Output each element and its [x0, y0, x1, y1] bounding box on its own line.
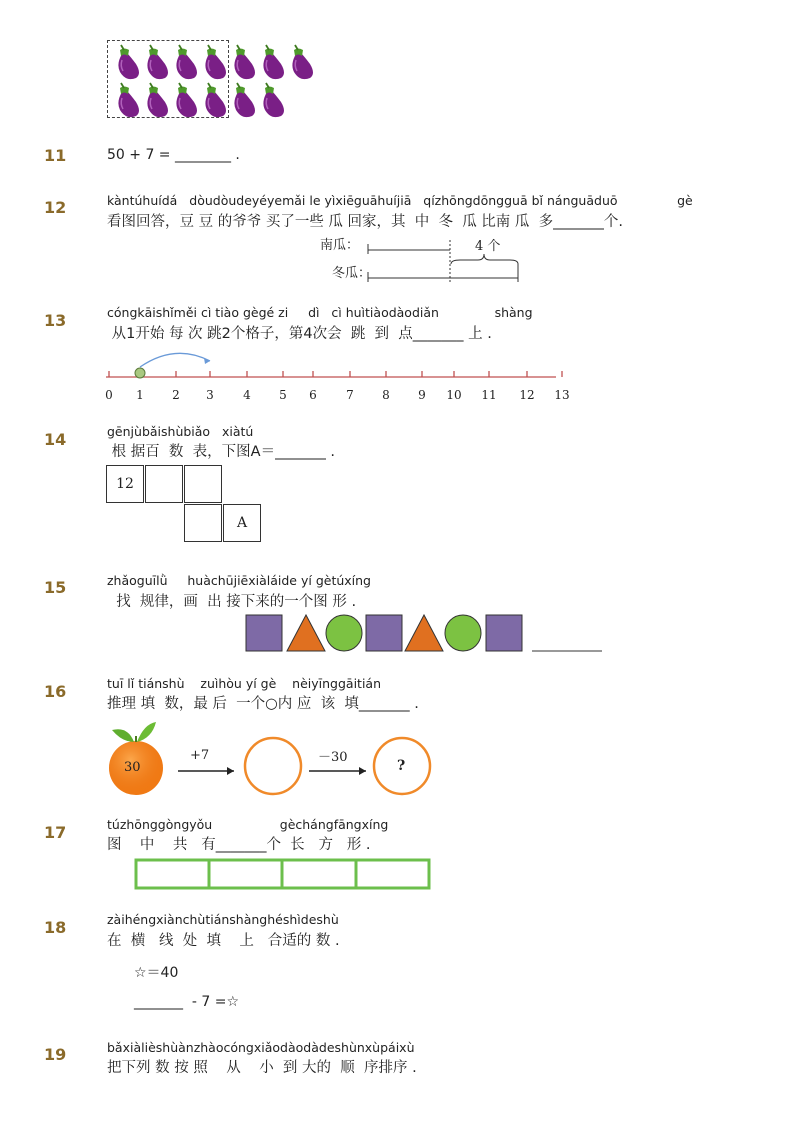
- q18-line2: _______ - 7 =☆: [134, 994, 240, 1010]
- q14-pinyin: gēnjùbǎishùbiǎo xiàtú: [107, 424, 254, 439]
- pumpkin-label: 南瓜：: [320, 238, 360, 253]
- eggplant-icon: [147, 83, 168, 117]
- cell-12: 12: [106, 465, 144, 503]
- eggplant-icon: [147, 45, 168, 79]
- eggplant-icons: [104, 40, 324, 122]
- tick-label: 0: [105, 388, 113, 402]
- question-number-14: 14: [44, 430, 67, 449]
- eggplant-icon: [205, 45, 226, 79]
- eggplant-icon: [176, 45, 197, 79]
- question-number-18: 18: [44, 918, 67, 937]
- triangle-shape: [287, 615, 325, 651]
- difference-label: 4 个: [475, 239, 501, 254]
- q12-pinyin: kàntúhuídá dòudòudeyéyemǎi le yìxiēguāhuíjiā qízhōngdōngguā bǐ nánguāduō gè: [107, 193, 693, 208]
- q11-text: 50 + 7 = ________ .: [107, 147, 240, 163]
- eggplant-icon: [234, 45, 255, 79]
- eggplant-icon: [118, 83, 139, 117]
- q16-pinyin: tuī lǐ tiánshù zuìhòu yí gè nèiyīnggāitián: [107, 676, 382, 691]
- tick-label: 4: [243, 388, 251, 402]
- eggplant-icon: [263, 83, 284, 117]
- q13-pinyin: cóngkāishǐměi cì tiào gègé zi dì cì huìtiàodàodiǎn shàng: [107, 305, 533, 320]
- q18-text: 在 横 线 处 填 上 合适的 数 .: [107, 933, 340, 949]
- q15-text: 找 规律，画 出 接下来的一个图 形 .: [107, 594, 357, 610]
- tick-label: 3: [206, 388, 214, 402]
- tick-label: 2: [172, 388, 180, 402]
- hundred-chart-fragment: [106, 465, 266, 551]
- cell-blank: [145, 465, 183, 503]
- question-number-13: 13: [44, 311, 67, 330]
- circle-shape: [445, 615, 481, 651]
- square-shape: [246, 615, 282, 651]
- tick-label: 6: [309, 388, 317, 402]
- question-number-15: 15: [44, 578, 67, 597]
- tick-label: 1: [136, 388, 144, 402]
- reasoning-chain: [104, 716, 444, 796]
- tick-label: 7: [346, 388, 354, 402]
- number-line: [104, 345, 584, 405]
- q12-text: 看图回答，豆 豆 的爷爷 买了一些 瓜 回家，其 中 冬 瓜 比南 瓜 多_______个.: [107, 214, 623, 230]
- triangle-shape: [405, 615, 443, 651]
- question-number-17: 17: [44, 823, 67, 842]
- operation-1: +7: [190, 748, 210, 763]
- question-number-16: 16: [44, 682, 67, 701]
- q18-line1: ☆＝40: [134, 965, 179, 981]
- cell-blank: [184, 465, 222, 503]
- tick-label: 12: [519, 388, 535, 402]
- eggplant-icon: [176, 83, 197, 117]
- q19-pinyin: bǎxiàlièshùànzhàocóngxiǎodàodàdeshùnxùpáixù: [107, 1040, 415, 1055]
- square-shape: [486, 615, 522, 651]
- eggplant-icon: [292, 45, 313, 79]
- jump-arc: [140, 353, 210, 367]
- tick-label: 11: [481, 388, 497, 402]
- cell-a: A: [223, 504, 261, 542]
- eggplant-icon: [263, 45, 284, 79]
- eggplant-icon: [118, 45, 139, 79]
- tick-label: 5: [279, 388, 287, 402]
- q13-text: 从1开始 每 次 跳2个格子，第4次会 跳 到 点_______ 上 .: [107, 326, 492, 342]
- eggplant-icon: [234, 83, 255, 117]
- question-number-19: 19: [44, 1045, 67, 1064]
- question-number-11: 11: [44, 146, 67, 165]
- q19-text: 把下列 数 按 照 从 小 到 大的 顺 序排序 .: [107, 1060, 417, 1076]
- operation-2: －30: [318, 750, 348, 765]
- melon-diagram: [320, 232, 530, 288]
- q17-pinyin: túzhōnggòngyǒu gèchángfāngxíng: [107, 817, 389, 832]
- tick-label: 8: [382, 388, 390, 402]
- shape-pattern: [240, 612, 610, 657]
- q15-pinyin: zhǎoguīlǜ huàchūjiēxiàláide yí gètúxíng: [107, 573, 371, 588]
- square-shape: [366, 615, 402, 651]
- rectangles-figure: [134, 858, 434, 892]
- circle-shape: [326, 615, 362, 651]
- wintermelon-label: 冬瓜：: [332, 266, 372, 281]
- cell-blank: [184, 504, 222, 542]
- unknown-mark: ?: [397, 758, 406, 774]
- question-number-12: 12: [44, 198, 67, 217]
- q17-text: 图 中 共 有_______个 长 方 形 .: [107, 837, 371, 853]
- eggplant-group: [104, 40, 324, 122]
- q18-pinyin: zàihéngxiànchùtiánshànghéshìdeshù: [107, 912, 339, 927]
- eggplant-icon: [205, 83, 226, 117]
- q16-text: 推理 填 数，最 后 一个○内 应 该 填_______ .: [107, 696, 419, 712]
- tick-label: 10: [446, 388, 462, 402]
- tick-label: 13: [554, 388, 570, 402]
- q14-text: 根 据百 数 表，下图A＝_______ .: [107, 444, 336, 460]
- tick-label: 9: [418, 388, 426, 402]
- start-value: 30: [124, 760, 141, 775]
- start-marker: [135, 368, 145, 378]
